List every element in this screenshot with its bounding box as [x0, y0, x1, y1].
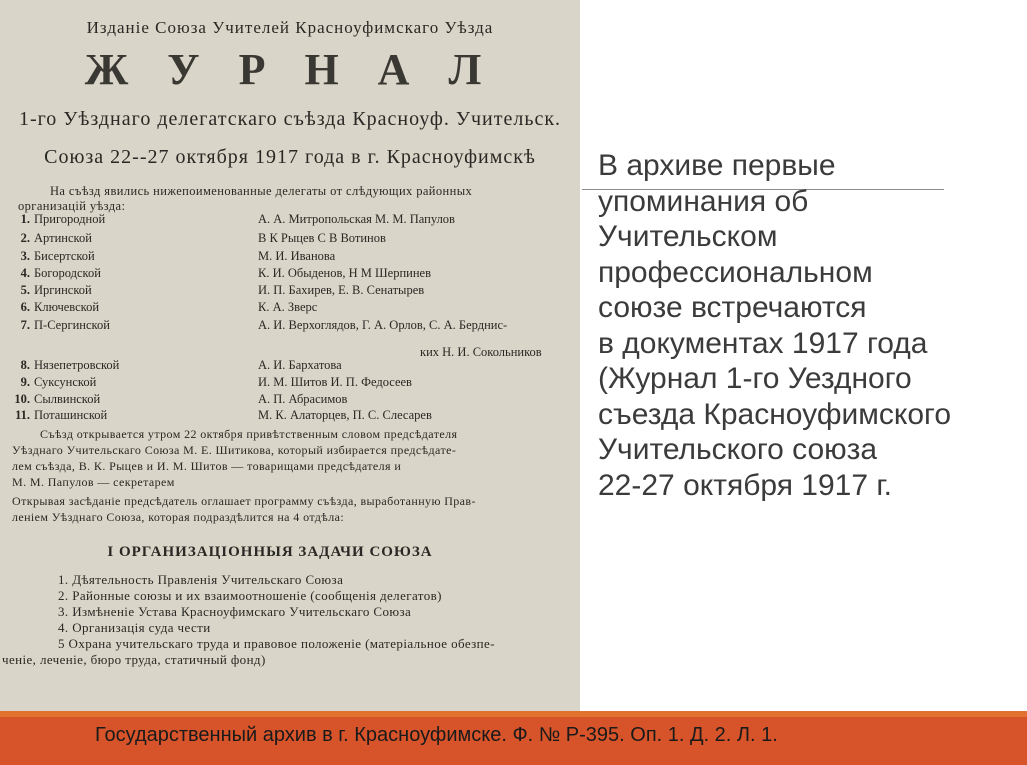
footer-source-citation: Государственный архив в г. Красноуфимске. Ф. № Р-395. Оп. 1. Д. 2. Л. 1.: [95, 724, 778, 746]
doc-text-line: М. М. Папулов — секретарем: [12, 475, 175, 489]
delegate-names: И. П. Бахирев, Е. В. Сенатырев: [258, 283, 425, 297]
delegate-names: М. И. Иванова: [258, 249, 336, 263]
delegate-row: [10, 408, 575, 424]
delegate-row: [10, 318, 575, 334]
doc-publisher-line: Изданіе Союза Учителей Красноуфимскаго Уѣзда: [86, 18, 494, 37]
doc-subtitle-1: 1-го Уѣзднаго делегатскаго съѣзда Красноуф. Учительск.: [18, 108, 562, 130]
caption-line: 22-27 октября 1917 г.: [598, 468, 892, 502]
delegate-district: Пригородной: [34, 212, 106, 226]
delegate-number: 2.: [20, 231, 30, 245]
caption-line: союзе встречаются: [598, 291, 867, 324]
doc-text-line: 5 Охрана учительскаго труда и правовое положеніе (матеріальное обезпе-: [58, 636, 495, 651]
delegate-district: Артинской: [34, 231, 92, 245]
delegate-number: 6.: [20, 300, 30, 314]
delegate-row: [10, 375, 575, 391]
delegate-number: 4.: [20, 266, 30, 280]
delegate-names: А. П. Абрасимов: [258, 392, 348, 406]
doc-subtitle-2: Союза 22--27 октября 1917 года в г. Красноуфимскѣ: [44, 146, 536, 168]
doc-intro-line: организацій уѣзда:: [18, 199, 126, 213]
doc-text-line: Открывая засѣданіе предсѣдатель оглашает программу съѣзда, выработанную Прав-: [12, 494, 476, 508]
caption-line: Учительском: [598, 220, 778, 253]
delegate-district: П-Сергинской: [34, 318, 110, 332]
delegate-row: [10, 266, 575, 282]
doc-text-line: Съѣзд открывается утром 22 октября привѣтственным словом предсѣдателя: [40, 427, 458, 441]
caption-line: в документах 1917 года: [598, 326, 928, 360]
delegate-district: Иргинской: [34, 283, 92, 297]
delegate-row: [10, 212, 575, 228]
caption-line: В архиве первые: [598, 149, 836, 182]
delegate-number: 8.: [20, 358, 30, 372]
caption-line: съезда Красноуфимского: [598, 397, 951, 431]
delegate-row: [10, 249, 575, 265]
delegate-names: А. А. Митропольская М. М. Папулов: [258, 212, 455, 226]
delegate-number: 11.: [15, 408, 30, 422]
footer-band: [0, 711, 1027, 765]
delegate-names: И. М. Шитов И. П. Федосеев: [258, 375, 412, 389]
doc-text-line: Уѣзднаго Учительскаго Союза М. Е. Шитикова, который избирается предсѣдате-: [12, 443, 457, 457]
delegate-district: Суксунской: [34, 375, 97, 389]
delegate-names: К. И. Обыденов, Н М Шерпинев: [258, 266, 431, 280]
caption-line: профессиональном: [598, 255, 873, 289]
slide-caption: [598, 148, 1018, 503]
delegate-district: Нязепетровской: [34, 358, 120, 372]
doc-text-line: ченіе, леченіе, бюро труда, статичный фонд): [2, 652, 266, 667]
delegate-district: Богородской: [34, 266, 101, 280]
caption-line: Учительского союза: [598, 433, 878, 466]
delegate-number: 7.: [20, 318, 30, 332]
doc-section-title: I ОРГАНИЗАЦІОННЫЯ ЗАДАЧИ СОЮЗА: [107, 544, 433, 560]
delegate-names: М. К. Алаторцев, П. С. Слесарев: [258, 408, 432, 422]
delegate-names: А. И. Бархатова: [258, 358, 342, 372]
doc-intro-line: На съѣзд явились нижепоименованные делегаты от слѣдующих районных: [50, 184, 473, 198]
delegate-row: [10, 300, 575, 316]
doc-text-line: 3. Измѣненіе Устава Красноуфимскаго Учительскаго Союза: [58, 604, 412, 619]
caption-line: упоминания об: [598, 184, 809, 218]
delegate-number: 10.: [14, 392, 30, 406]
doc-text-line: леніем Уѣзднаго Союза, которая подраздѣлится на 4 отдѣла:: [12, 510, 345, 524]
delegate-names: А. И. Верхоглядов, Г. А. Орлов, С. А. Берднис-: [258, 318, 508, 332]
delegate-names: В К Рыцев С В Вотинов: [258, 231, 386, 245]
delegate-district: Ключевской: [34, 300, 100, 314]
delegate-row: [10, 283, 575, 299]
delegate-district: Бисертской: [34, 249, 95, 263]
doc-title: Ж У Р Н А Л: [84, 45, 496, 94]
doc-text-line: 2. Районные союзы и их взаимоотношеніе (сообщенія делегатов): [58, 588, 442, 603]
delegate-district: Сылвинской: [34, 392, 101, 406]
doc-text-line: 4. Организація суда чести: [58, 620, 211, 635]
delegate-number: 1.: [20, 212, 30, 226]
footer-accent-stripe: [0, 711, 1027, 717]
delegate-names: К. А. Зверс: [258, 300, 318, 314]
caption-line: (Журнал 1-го Уездного: [598, 362, 912, 395]
delegate-names: ких Н. И. Сокольников: [420, 345, 542, 359]
delegate-row: [10, 231, 575, 247]
doc-text-line: лем съѣзда, В. К. Рыцев и И. М. Шитов — товарищами предсѣдателя и: [12, 459, 402, 473]
delegate-number: 3.: [20, 249, 30, 263]
delegate-number: 5.: [20, 283, 30, 297]
delegate-row: [10, 358, 575, 374]
doc-text-line: 1. Дѣятельность Правленія Учительскаго Союза: [58, 572, 344, 587]
delegate-district: Поташинской: [34, 408, 108, 422]
delegate-row: [10, 392, 575, 408]
delegate-number: 9.: [20, 375, 30, 389]
